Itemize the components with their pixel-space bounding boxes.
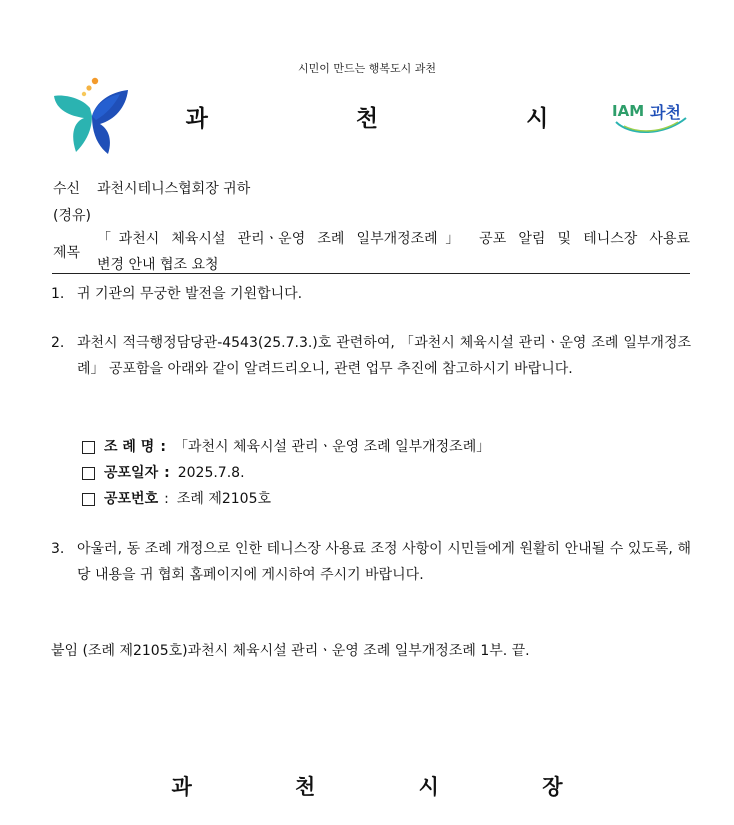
paragraph-1-text: 귀 기관의 무궁한 발전을 기원합니다. xyxy=(77,286,303,302)
header-divider xyxy=(52,273,690,274)
paragraph-1-number: 1. xyxy=(51,286,65,302)
checkbox-icon xyxy=(82,441,95,454)
detail-row: 공포번호 : 조례 제2105호 xyxy=(82,486,490,512)
attachment-line: 붙임 (조례 제2105호)과천시 체육시설 관리ㆍ운영 조례 일부개정조례 1부. 끝. xyxy=(51,643,530,659)
detail-label: 공포번호 xyxy=(104,491,159,507)
detail-value: 「과천시 체육시설 관리ㆍ운영 조례 일부개정조례」 xyxy=(173,439,491,455)
paragraph-2-text: 과천시 적극행정담당관-4543(25.7.3.)호 관련하여, 「과천시 체육시설 관리ㆍ운영 조례 일부개정조례」 공포함을 아래와 같이 알려드리오니, 관련 업무 추진에 참고하시기 바랍니다. xyxy=(77,335,691,377)
detail-label: 조 례 명 xyxy=(104,439,155,455)
paragraph-1 xyxy=(51,281,691,307)
recipient-label: 수신 xyxy=(53,181,81,197)
ordinance-details xyxy=(82,434,490,512)
paragraph-3-number: 3. xyxy=(51,541,65,557)
iam-gwacheon-logo xyxy=(612,96,690,136)
detail-label: 공포일자 xyxy=(104,465,159,481)
detail-row: 공포일자 : 2025.7.8. xyxy=(82,460,490,486)
via-label: (경유) xyxy=(53,208,91,224)
detail-row: 조 례 명 : 「과천시 체육시설 관리ㆍ운영 조례 일부개정조례」 xyxy=(82,434,490,460)
iam-logo-text: 과천 xyxy=(650,103,681,122)
organization-title: 과 천 시 xyxy=(185,106,619,132)
slogan: 시민이 만드는 행복도시 과천 xyxy=(297,62,436,75)
subject-line-1: 「과천시 체육시설 관리ㆍ운영 조례 일부개정조례」 공포 알림 및 테니스장 사용료 xyxy=(97,231,690,247)
paragraph-2-number: 2. xyxy=(51,335,65,351)
subject-line-2: 변경 안내 협조 요청 xyxy=(97,257,219,273)
detail-value: 조례 제2105호 xyxy=(176,491,272,507)
paragraph-2 xyxy=(51,330,691,382)
paragraph-3 xyxy=(51,536,691,588)
recipient-value: 과천시테니스협회장 귀하 xyxy=(97,181,251,197)
checkbox-icon xyxy=(82,493,95,506)
checkbox-icon xyxy=(82,467,95,480)
iam-logo-prefix: IAM xyxy=(612,102,645,120)
paragraph-3-text: 아울러, 동 조례 개정으로 인한 테니스장 사용료 조정 사항이 시민들에게 원활히 안내될 수 있도록, 해당 내용을 귀 협회 홈페이지에 게시하여 주시기 바랍니다. xyxy=(77,541,691,583)
signature-mayor: 과 천 시 장 xyxy=(171,775,611,799)
detail-value: 2025.7.8. xyxy=(177,465,245,481)
subject-label: 제목 xyxy=(53,245,81,261)
